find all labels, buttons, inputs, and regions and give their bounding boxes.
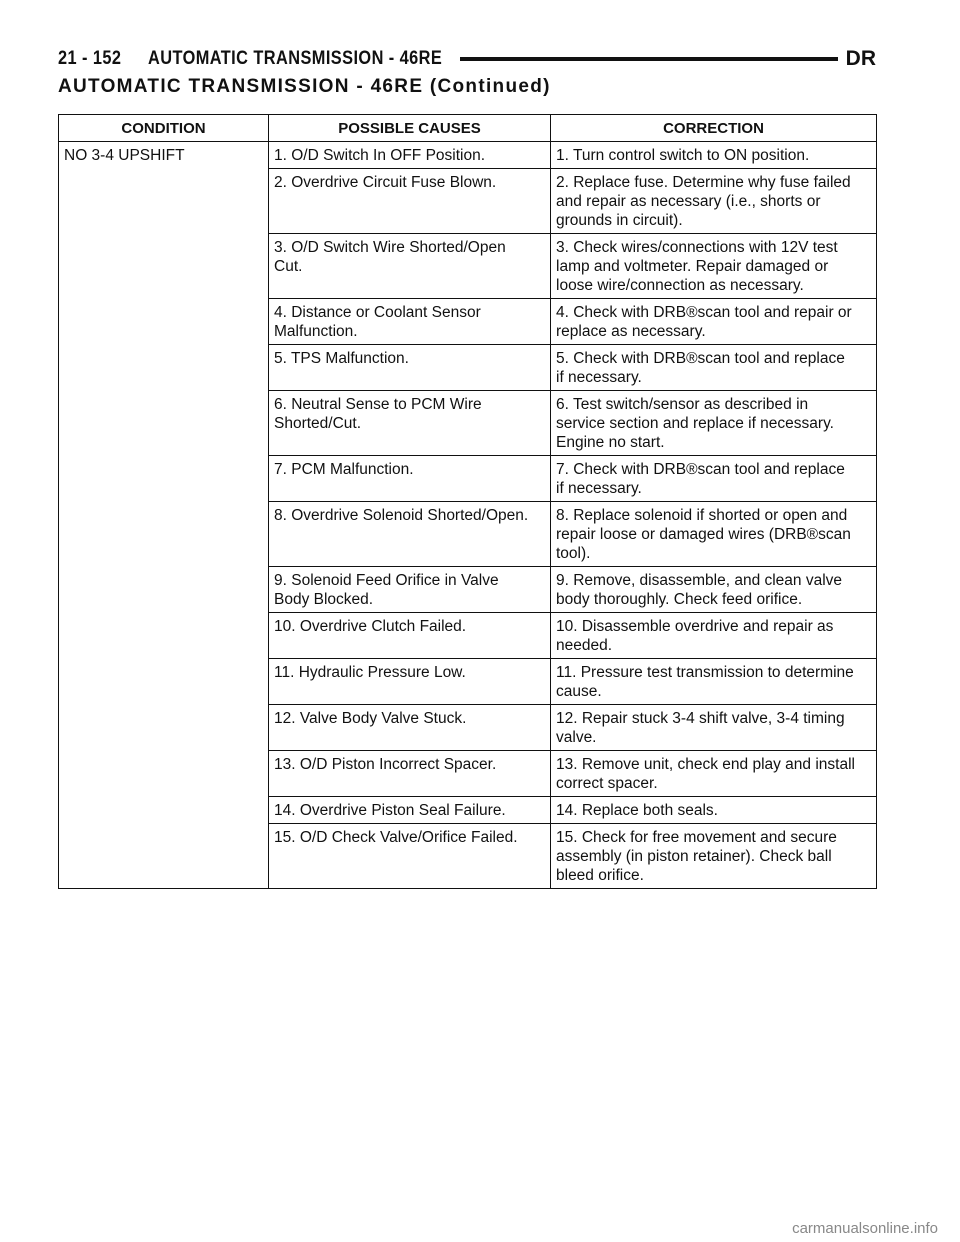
- cause-cell: 6. Neutral Sense to PCM Wire Shorted/Cut.: [269, 391, 551, 456]
- continued-title: AUTOMATIC TRANSMISSION - 46RE (Continued): [58, 76, 551, 97]
- cause-cell: 4. Distance or Coolant Sensor Malfunction.: [269, 299, 551, 345]
- correction-cell: 11. Pressure test transmission to determine cause.: [551, 659, 877, 705]
- cause-cell: 11. Hydraulic Pressure Low.: [269, 659, 551, 705]
- correction-cell: 8. Replace solenoid if shorted or open and repair loose or damaged wires (DRB®scan tool).: [551, 502, 877, 567]
- page-number: 21 - 152: [58, 48, 122, 69]
- cause-cell: 10. Overdrive Clutch Failed.: [269, 613, 551, 659]
- correction-cell: 4. Check with DRB®scan tool and repair or replace as necessary.: [551, 299, 877, 345]
- header-brand: DR: [845, 47, 876, 70]
- correction-cell: 12. Repair stuck 3-4 shift valve, 3-4 timing valve.: [551, 705, 877, 751]
- correction-cell: 5. Check with DRB®scan tool and replace if necessary.: [551, 345, 877, 391]
- cause-cell: 8. Overdrive Solenoid Shorted/Open.: [269, 502, 551, 567]
- header-condition: CONDITION: [59, 115, 269, 142]
- header-possible-causes: POSSIBLE CAUSES: [269, 115, 551, 142]
- correction-cell: 13. Remove unit, check end play and install correct spacer.: [551, 751, 877, 797]
- diagnosis-table: [58, 114, 877, 889]
- cause-cell: 15. O/D Check Valve/Orifice Failed.: [269, 824, 551, 889]
- table-body: [59, 142, 877, 889]
- page-header: [58, 44, 876, 74]
- correction-cell: 15. Check for free movement and secure assembly (in piston retainer). Check ball bleed orifice.: [551, 824, 877, 889]
- condition-cell: NO 3-4 UPSHIFT: [59, 142, 269, 889]
- header-section-title: AUTOMATIC TRANSMISSION - 46RE: [147, 48, 442, 69]
- correction-cell: 6. Test switch/sensor as described in service section and replace if necessary. Engine no start.: [551, 391, 877, 456]
- correction-cell: 10. Disassemble overdrive and repair as needed.: [551, 613, 877, 659]
- watermark: carmanualsonline.info: [792, 1220, 938, 1237]
- header-correction: CORRECTION: [551, 115, 877, 142]
- cause-cell: 13. O/D Piston Incorrect Spacer.: [269, 751, 551, 797]
- correction-cell: 7. Check with DRB®scan tool and replace if necessary.: [551, 456, 877, 502]
- cause-cell: 7. PCM Malfunction.: [269, 456, 551, 502]
- correction-cell: 2. Replace fuse. Determine why fuse failed and repair as necessary (i.e., shorts or grounds in circuit).: [551, 169, 877, 234]
- cause-cell: 3. O/D Switch Wire Shorted/Open Cut.: [269, 234, 551, 299]
- cause-cell: 2. Overdrive Circuit Fuse Blown.: [269, 169, 551, 234]
- correction-cell: 3. Check wires/connections with 12V test lamp and voltmeter. Repair damaged or loose wire/connection as necessary.: [551, 234, 877, 299]
- correction-cell: 1. Turn control switch to ON position.: [551, 142, 877, 169]
- cause-cell: 9. Solenoid Feed Orifice in Valve Body Blocked.: [269, 567, 551, 613]
- correction-cell: 9. Remove, disassemble, and clean valve body thoroughly. Check feed orifice.: [551, 567, 877, 613]
- correction-cell: 14. Replace both seals.: [551, 797, 877, 824]
- cause-cell: 5. TPS Malfunction.: [269, 345, 551, 391]
- table-header-row: [59, 115, 877, 142]
- cause-cell: 1. O/D Switch In OFF Position.: [269, 142, 551, 169]
- cause-cell: 14. Overdrive Piston Seal Failure.: [269, 797, 551, 824]
- header-rule: [460, 57, 838, 61]
- table-row: [59, 142, 877, 169]
- cause-cell: 12. Valve Body Valve Stuck.: [269, 705, 551, 751]
